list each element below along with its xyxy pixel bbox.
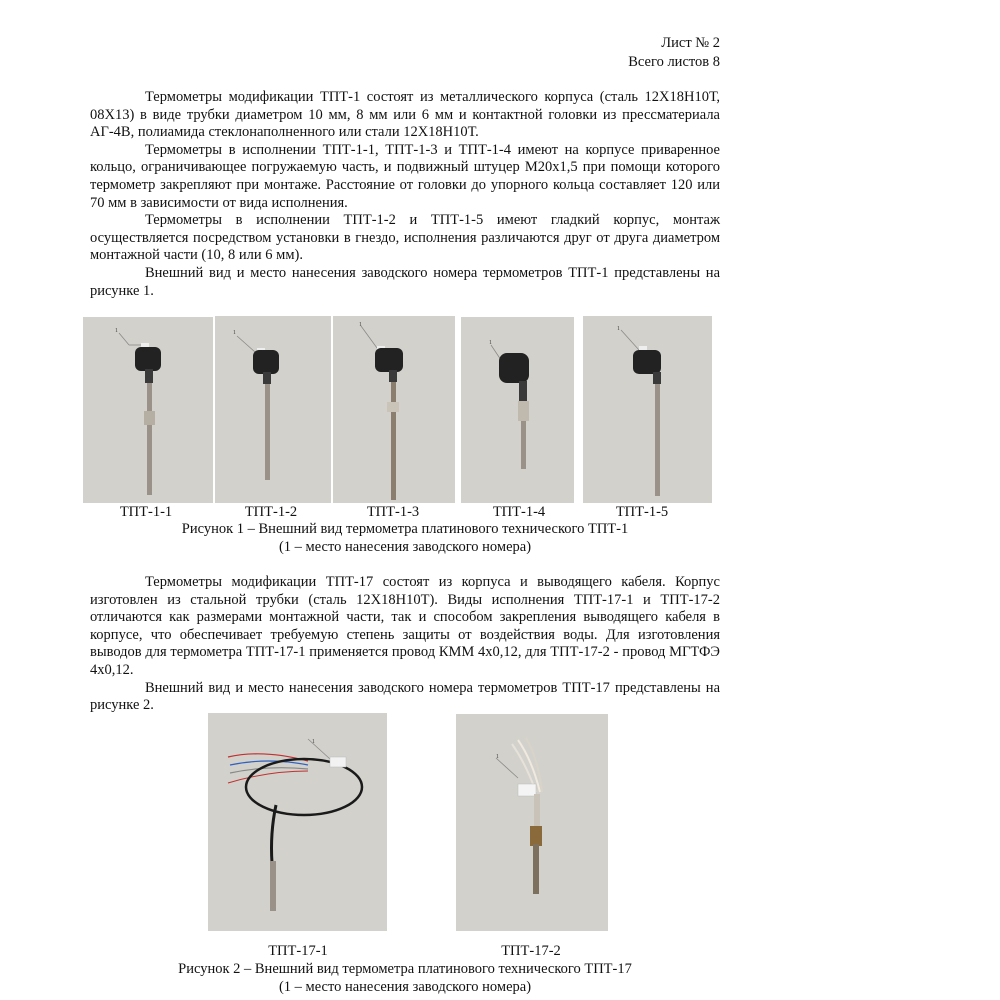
thermometer-image bbox=[208, 713, 387, 931]
label-tpt-1-4: ТПТ-1-4 bbox=[492, 504, 546, 520]
section2-text bbox=[90, 574, 720, 715]
total-sheets: Всего листов 8 bbox=[628, 54, 720, 70]
label-tpt-17-2: ТПТ-17-2 bbox=[501, 943, 561, 959]
paragraph: Термометры модификации ТПТ-1 состоят из металлического корпуса (сталь 12Х18Н10Т, 08Х13) в виде трубки диаметром 10 мм, 8 мм или 6 мм и контактной головки из прессматериала АГ-4В, полиамида стеклонаполненного или стали 12Х18Н10Т. bbox=[90, 89, 720, 141]
photo-tpt-1-5 bbox=[583, 316, 712, 503]
thermometer-image bbox=[583, 316, 712, 503]
thermometer-image bbox=[461, 317, 574, 503]
thermometer-image bbox=[333, 316, 455, 503]
photo-tpt-17-1 bbox=[208, 713, 387, 931]
paragraph: Внешний вид и место нанесения заводского номера термометров ТПТ-1 представлены на рисунке 1. bbox=[90, 264, 720, 299]
marker-label: 1 bbox=[312, 739, 315, 745]
caption-note: (1 – место нанесения заводского номера) bbox=[278, 978, 532, 995]
figure1-caption bbox=[90, 521, 720, 556]
paragraph: Внешний вид и место нанесения заводского номера термометров ТПТ-17 представлены на рисунке 2. bbox=[90, 679, 720, 714]
photo-tpt-1-3 bbox=[333, 316, 455, 503]
marker-label: 1 bbox=[489, 340, 492, 346]
caption-title: Рисунок 1 – Внешний вид термометра платинового технического ТПТ-1 bbox=[181, 521, 629, 537]
photo-tpt-1-4 bbox=[461, 317, 574, 503]
section1-text bbox=[90, 89, 720, 300]
photo-tpt-1-2 bbox=[215, 316, 331, 503]
page-header bbox=[628, 34, 720, 72]
label-tpt-1-5: ТПТ-1-5 bbox=[615, 504, 669, 520]
marker-label: 1 bbox=[617, 326, 620, 332]
thermometer-image bbox=[456, 714, 608, 931]
marker-label: 1 bbox=[115, 328, 118, 334]
thermometer-image bbox=[215, 316, 331, 503]
photo-tpt-17-2 bbox=[456, 714, 608, 931]
photo-tpt-1-1 bbox=[83, 317, 213, 503]
marker-label: 1 bbox=[359, 322, 362, 328]
thermometer-image bbox=[83, 317, 213, 503]
figure2-caption bbox=[90, 961, 720, 996]
caption-note: (1 – место нанесения заводского номера) bbox=[278, 538, 532, 555]
marker-label: 1 bbox=[496, 754, 499, 760]
label-tpt-1-1: ТПТ-1-1 bbox=[119, 504, 173, 520]
label-tpt-1-2: ТПТ-1-2 bbox=[244, 504, 298, 520]
marker-label: 1 bbox=[233, 330, 236, 336]
sheet-number: Лист № 2 bbox=[661, 35, 720, 51]
paragraph: Термометры модификации ТПТ-17 состоят из корпуса и выводящего кабеля. Корпус изготовлен из стальной трубки (сталь 12Х18Н10Т). Виды исполнения ТПТ-17-1 и ТПТ-17-2 отличаются как размерами монтажной части, так и способом закрепления выводящего кабеля в корпусе, что обеспечивает требуемую степень защиты от воздействия воды. Для изготовления выводов для термометра ТПТ-17-1 применяется провод КММ 4х0,12, для ТПТ-17-2 - провод МГТФЭ 4х0,12. bbox=[90, 574, 720, 678]
caption-title: Рисунок 2 – Внешний вид термометра платинового технического ТПТ-17 bbox=[178, 961, 632, 977]
paragraph: Термометры в исполнении ТПТ-1-1, ТПТ-1-3 и ТПТ-1-4 имеют на корпусе приваренное кольцо, ограничивающее погружаемую часть, и подвижный штуцер М20х1,5 при помощи которого термометр закрепляют при монтаже. Расстояние от головки до упорного кольца составляет 120 или 70 мм в зависимости от вида исполнения. bbox=[90, 141, 720, 211]
label-tpt-17-1: ТПТ-17-1 bbox=[268, 943, 328, 959]
paragraph: Термометры в исполнении ТПТ-1-2 и ТПТ-1-5 имеют гладкий корпус, монтаж осуществляется посредством установки в гнездо, исполнения различаются друг от друга диаметром монтажной части (10, 8 или 6 мм). bbox=[90, 212, 720, 264]
label-tpt-1-3: ТПТ-1-3 bbox=[366, 504, 420, 520]
